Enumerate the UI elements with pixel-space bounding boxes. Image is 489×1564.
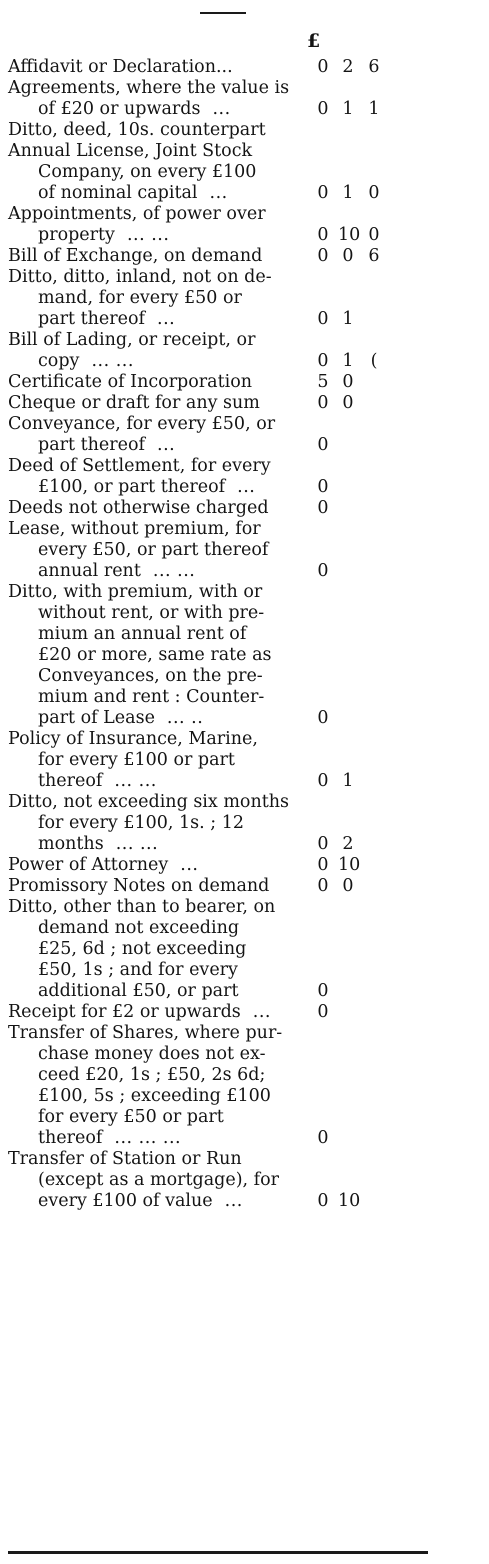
entry-line [8,141,482,162]
entry-text: part thereof [38,309,145,329]
entry-text: Bill of Exchange, on demand [8,246,263,266]
entry-text: thereof [38,1128,103,1148]
dot-leader: ... [252,1002,271,1022]
dot-leader: ... [209,183,228,203]
entry-line [8,540,482,561]
entry-line [8,897,482,918]
amount-pounds: 0 [317,1191,329,1211]
entry-line [8,120,482,141]
entry-text: chase money does not ex- [38,1044,266,1064]
entry-line [8,1065,482,1086]
amount-shillings: 0 [342,246,354,266]
entry-line [8,960,482,981]
entry-text: for every £100 or part [38,750,235,770]
entry-line [8,561,482,582]
entry-line [8,666,482,687]
entry-line [8,372,482,393]
amount-pounds: 0 [317,855,329,875]
entry-text: mium an annual rent of [38,624,247,644]
entry-line [8,1002,482,1023]
amount-pounds: 0 [317,561,329,581]
schedule-entry [8,246,482,267]
entry-text: £50, 1s ; and for every [38,960,238,980]
entry-text: Annual License, Joint Stock [8,141,253,161]
entry-line [8,309,482,330]
amount-shillings: 10 [338,1191,361,1211]
entry-line [8,582,482,603]
schedule-entry [8,393,482,414]
entry-text: Deeds not otherwise charged [8,498,269,518]
entry-line [8,603,482,624]
entry-text: Company, on every £100 [38,162,257,182]
entry-text: mand, for every £50 or [38,288,242,308]
entry-text: Bill of Lading, or receipt, or [8,330,256,350]
dot-leader: ... ... [152,561,196,581]
entry-line [8,246,482,267]
entry-text: (except as a mortgage), for [38,1170,280,1190]
entry-text: Ditto, not exceeding six months [8,792,290,812]
entry-text: Promissory Notes on demand [8,876,270,896]
amount-shillings: 1 [342,183,354,203]
entry-line [8,498,482,519]
dot-leader: ... [157,309,176,329]
schedule-entry [8,855,482,876]
amount-shillings: 1 [342,309,354,329]
amount-shillings: 2 [342,834,354,854]
entry-text: copy [38,351,80,371]
entry-line [8,435,482,456]
amount-pounds: 0 [317,477,329,497]
entry-line [8,645,482,666]
dot-leader: ... ... [115,834,159,854]
amount-pounds: 0 [317,1002,329,1022]
entry-text: Conveyance, for every £50, or [8,414,276,434]
schedule-entry [8,1023,482,1149]
dot-leader: ... [237,477,256,497]
entry-line [8,939,482,960]
entry-line [8,918,482,939]
entry-line [8,456,482,477]
entry-line [8,1170,482,1191]
entry-line [8,834,482,855]
schedule-entry [8,267,482,330]
amount-pounds: 0 [317,981,329,1001]
entry-line [8,1149,482,1170]
entry-line [8,624,482,645]
entry-text: Cheque or draft for any sum [8,393,260,413]
entry-line [8,477,482,498]
schedule-entry [8,897,482,1002]
schedule-entry [8,372,482,393]
entry-text: every £100 of value [38,1191,213,1211]
entry-line [8,204,482,225]
amount-pounds: 0 [317,309,329,329]
entry-text: Ditto, ditto, inland, not on de- [8,267,272,287]
entry-line [8,78,482,99]
stamp-duty-schedule [8,57,482,1212]
entry-text: part thereof [38,435,145,455]
entry-text: Conveyances, on the pre- [38,666,263,686]
schedule-entry [8,792,482,855]
entry-text: Transfer of Shares, where pur- [8,1023,283,1043]
entry-text: Certificate of Incorporation [8,372,253,392]
schedule-entry [8,582,482,729]
dot-leader: ... [157,435,176,455]
entry-text: £25, 6d ; not exceeding [38,939,247,959]
amount-shillings: 1 [342,351,354,371]
entry-line [8,519,482,540]
entry-text: Lease, without premium, for [8,519,261,539]
entry-line [8,1086,482,1107]
entry-line [8,393,482,414]
amount-pounds: 0 [317,708,329,728]
amount-pounds: 0 [317,435,329,455]
entry-line [8,687,482,708]
amount-pounds: 0 [317,246,329,266]
schedule-entry [8,414,482,456]
entry-text: every £50, or part thereof [38,540,269,560]
amount-shillings: 10 [338,855,361,875]
entry-line [8,792,482,813]
schedule-entry [8,498,482,519]
schedule-entry [8,78,482,120]
entry-line [8,351,482,372]
entry-line [8,876,482,897]
entry-line [8,1128,482,1149]
entry-text: £100, 5s ; exceeding £100 [38,1086,271,1106]
entry-line [8,162,482,183]
currency-header: £ [307,30,321,52]
schedule-entry [8,519,482,582]
entry-text: Receipt for £2 or upwards [8,1002,241,1022]
entry-text: mium and rent : Counter- [38,687,265,707]
entry-text: Ditto, with premium, with or [8,582,263,602]
entry-line [8,183,482,204]
amount-pounds: 0 [317,225,329,245]
entry-text: Affidavit or Declaration... [8,57,233,77]
entry-text: of £20 or upwards [38,99,201,119]
amount-pence: 1 [368,99,380,119]
entry-text: Deed of Settlement, for every [8,456,271,476]
schedule-entry [8,57,482,78]
entry-line [8,855,482,876]
entry-text: Appointments, of power over [8,204,266,224]
entry-line [8,708,482,729]
entry-line [8,750,482,771]
entry-text: without rent, or with pre- [38,603,265,623]
dot-leader: ... ... ... [114,1128,182,1148]
amount-pounds: 0 [317,834,329,854]
entry-text: Transfer of Station or Run [8,1149,242,1169]
dot-leader: ... ... [91,351,134,371]
entry-line [8,1023,482,1044]
entry-text: demand not exceeding [38,918,240,938]
entry-text: £100, or part thereof [38,477,226,497]
dot-leader: ... .. [166,708,204,728]
amount-shillings: 0 [342,876,354,896]
amount-shillings: 0 [342,372,354,392]
entry-line [8,1044,482,1065]
entry-text: Policy of Insurance, Marine, [8,729,258,749]
entry-text: Agreements, where the value is [8,78,290,98]
entry-text: property [38,225,115,245]
amount-shillings: 10 [338,225,361,245]
schedule-entry [8,330,482,372]
amount-pounds: 0 [317,771,329,791]
entry-line [8,1191,482,1212]
schedule-entry [8,876,482,897]
entry-line [8,99,482,120]
amount-pounds: 0 [317,876,329,896]
amount-shillings: 0 [342,393,354,413]
entry-line [8,1107,482,1128]
amount-pence: 6 [368,57,380,77]
amount-shillings: 1 [342,99,354,119]
amount-pence: 6 [368,246,380,266]
entry-text: ceed £20, 1s ; £50, 2s 6d; [38,1065,266,1085]
top-rule [200,12,246,14]
schedule-entry [8,1149,482,1212]
bottom-rule [8,1551,428,1554]
dot-leader: ... ... [114,771,157,791]
dot-leader: ... [180,855,199,875]
schedule-entry [8,120,482,141]
amount-pounds: 5 [317,372,329,392]
amount-pence: 0 [368,183,380,203]
amount-shillings: 1 [342,771,354,791]
amount-pence: ( [370,351,378,371]
entry-text: months [38,834,104,854]
entry-text: thereof [38,771,103,791]
schedule-entry [8,729,482,792]
schedule-entry [8,456,482,498]
entry-text: additional £50, or part [38,981,239,1001]
amount-shillings: 2 [342,57,354,77]
dot-leader: ... [224,1191,243,1211]
dot-leader: ... [212,99,231,119]
dot-leader: ... ... [126,225,170,245]
entry-line [8,330,482,351]
amount-pounds: 0 [317,99,329,119]
entry-text: of nominal capital [38,183,198,203]
schedule-entry [8,204,482,246]
entry-text: Power of Attorney [8,855,169,875]
amount-pounds: 0 [317,351,329,371]
entry-line [8,771,482,792]
entry-line [8,981,482,1002]
amount-pounds: 0 [317,498,329,518]
schedule-entry [8,1002,482,1023]
entry-line [8,57,482,78]
schedule-entry [8,141,482,204]
entry-line [8,813,482,834]
entry-line [8,288,482,309]
entry-text: for every £100, 1s. ; 12 [38,813,244,833]
entry-text: £20 or more, same rate as [38,645,272,665]
amount-pounds: 0 [317,1128,329,1148]
entry-line [8,225,482,246]
amount-pounds: 0 [317,393,329,413]
amount-pounds: 0 [317,57,329,77]
entry-text: annual rent [38,561,141,581]
entry-text: part of Lease [38,708,155,728]
amount-pounds: 0 [317,183,329,203]
amount-pence: 0 [368,225,380,245]
entry-text: Ditto, other than to bearer, on [8,897,276,917]
entry-line [8,267,482,288]
entry-text: for every £50 or part [38,1107,224,1127]
entry-line [8,729,482,750]
entry-line [8,414,482,435]
entry-text: Ditto, deed, 10s. counterpart [8,120,266,140]
